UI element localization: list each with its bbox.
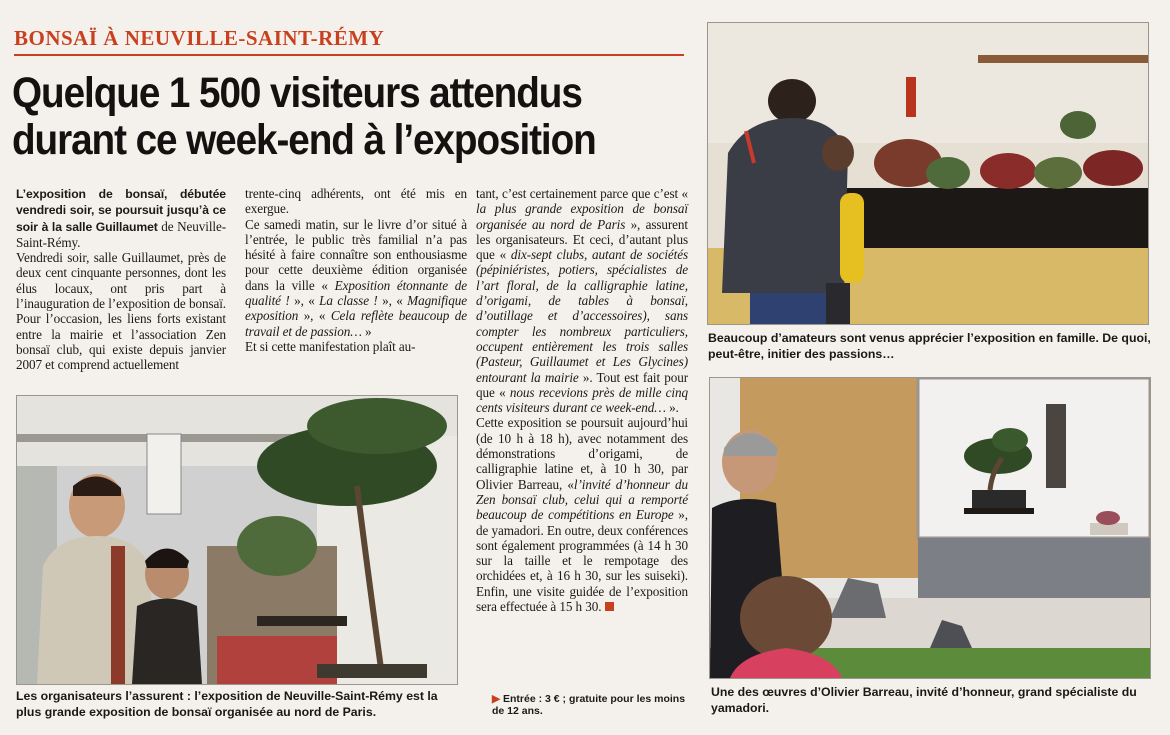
article-column-3 (476, 186, 688, 614)
article-column-1 (16, 186, 226, 373)
column-3-para-2: Cette exposition se poursuit aujourd’hui (de 10 h à 18 h), avec notamment des démonstrations d’origami, de calligraphie latine et, à 10 h 30, par Olivier Barreau, «l’invité d’honneur du Zen bonsaï club, celui qui a remporté beaucoup de compétitions en Europe », de yamadori. En outre, deux conférences sont également programmées (à 14 h 30 sur la taille et le rempotage des orchidées et, à 16 h 30, sur les suiseki). Enfin, une visite guidée de l’exposition sera effectuée à 15 h 30. (476, 415, 688, 615)
entry-price-text: Entrée : 3 € ; gratuite pour les moins de 12 ans. (492, 693, 686, 717)
section-kicker (14, 26, 684, 56)
column-2-para-1: trente-cinq adhérents, ont été mis en exergue. (245, 186, 467, 217)
arrow-bullet-icon: ▶ (492, 693, 501, 705)
exhibition-hall-image (17, 396, 457, 684)
photo-family-visitors (707, 22, 1149, 325)
practical-info (492, 693, 690, 717)
caption-photo-left: Les organisateurs l’assurent : l’exposition de Neuville-Saint-Rémy est la plus grande exposition de bonsaï organisée au nord de Paris. (16, 689, 438, 719)
caption-photo-bottom-right: Une des œuvres d’Olivier Barreau, invité d’honneur, grand spécialiste du yamadori. (711, 685, 1137, 715)
column-2-para-2: Ce samedi matin, sur le livre d’or situé à l’entrée, le public très familial n’a pas hésité à faire connaître son enthousiasme pour cette deuxième édition organisée dans la ville « Exposition étonnante de qualité ! », « La classe ! », « Magnifique exposition », « Cela reflète beaucoup de travail et de passion… » (245, 216, 467, 339)
lede: L’exposition de bonsaï, débutée vendredi soir, se poursuit jusqu’à ce soir à la salle Guillaumet (16, 187, 226, 234)
family-visitors-image (708, 23, 1148, 324)
photo-barreau-work (709, 377, 1151, 679)
article-column-2 (245, 186, 467, 354)
kicker-text: BONSAÏ À NEUVILLE-SAINT-RÉMY (14, 26, 385, 50)
headline-line-1: Quelque 1 500 visiteurs attendus (12, 69, 582, 117)
barreau-work-image (710, 378, 1150, 678)
column-2-para-3: Et si cette manifestation plaît au- (245, 338, 416, 354)
end-of-article-mark (605, 602, 614, 611)
column-3-para-1: tant, c’est certainement parce que c’est « la plus grande exposition de bonsaï organisée au nord de Paris », assurent les organisateurs. Et ceci, d’autant plus que « dix-sept clubs, autant de sociétés (pépiniéristes, potiers, spécialistes de l’art floral, de la calligraphie latine, d’origami, de tables à bonsaï, d’outillage et d’accessoires), sans compter les nombreux particuliers, occupent entièrement les trois salles (Pasteur, Guillaumet et Les Glycines) entourant la mairie ». Tout est fait pour que « nous recevions près de mille cinq cents visiteurs durant ce week-end… ». (476, 186, 689, 416)
lede-tail: de Neuville-Saint-Rémy. (16, 218, 227, 250)
column-1-body: Vendredi soir, salle Guillaumet, près de deux cent cinquante personnes, dont les élus locaux, ont pris part à l’inauguration de l’exposition de bonsaï. Pour l’occasion, les liens forts existant entre la mairie et l’association Zen bonsaï club, qui existe depuis janvier 2007 et comprend actuellement (16, 250, 226, 373)
headline-line-2: durant ce week-end à l’exposition (12, 116, 596, 164)
caption-photo-top-right: Beaucoup d’amateurs sont venus apprécier l’exposition en famille. De quoi, peut-être, initier des passions… (708, 331, 1151, 361)
headline (12, 70, 624, 164)
photo-exhibition-hall (16, 395, 458, 685)
